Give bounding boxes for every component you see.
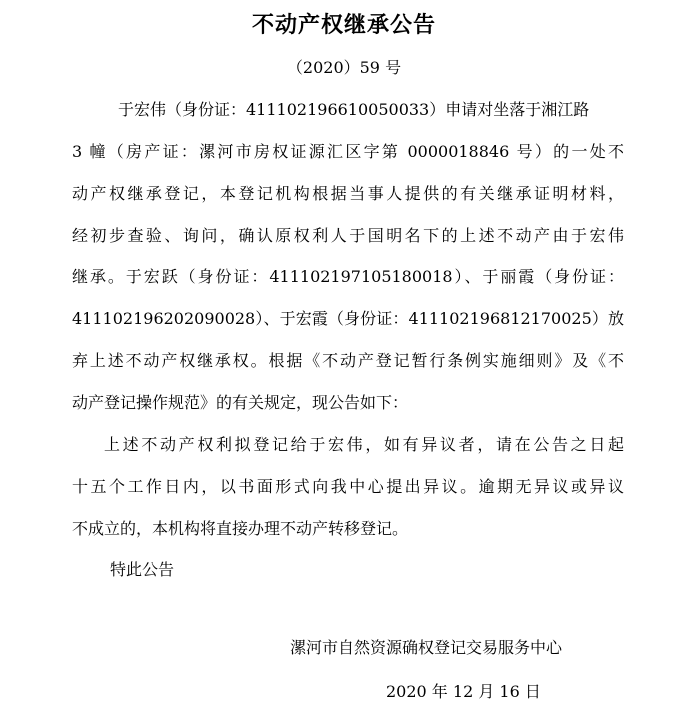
paragraph2-line-2: 十五个工作日内，以书面形式向我中心提出异议。逾期无异议或异议 xyxy=(72,477,624,496)
paragraph2-line-1: 上述不动产权利拟登记给于宏伟，如有异议者，请在公告之日起 xyxy=(104,435,624,454)
document-number: （2020）59 号 xyxy=(286,58,402,77)
paragraph1-line-1: 于宏伟（身份证：411102196610050033）申请对坐落于湘江路 xyxy=(118,100,590,119)
paragraph1-line-3: 动产权继承登记，本登记机构根据当事人提供的有关继承证明材料， xyxy=(72,184,624,203)
paragraph1-line-2: 3 幢（房产证：漯河市房权证源汇区字第 0000018846 号）的一处不 xyxy=(72,142,624,161)
paragraph1-line-6: 411102196202090028）、于宏霞（身份证：411102196812170025）放 xyxy=(72,309,624,328)
paragraph1-line-4: 经初步查验、询问，确认原权利人于国明名下的上述不动产由于宏伟 xyxy=(72,226,624,245)
closing-text: 特此公告 xyxy=(110,560,175,579)
paragraph1-line-7: 弃上述不动产权继承权。根据《不动产登记暂行条例实施细则》及《不 xyxy=(72,351,624,370)
issue-date: 2020 年 12 月 16 日 xyxy=(386,682,541,701)
issuer-name: 漯河市自然资源确权登记交易服务中心 xyxy=(290,638,563,657)
paragraph2-line-3: 不成立的，本机构将直接办理不动产转移登记。 xyxy=(72,519,409,538)
document-title: 不动产权继承公告 xyxy=(251,12,436,38)
paragraph1-line-8: 动产登记操作规范》的有关规定，现公告如下： xyxy=(72,393,409,412)
paragraph1-line-5: 继承。于宏跃（身份证：411102197105180018）、于丽霞（身份证： xyxy=(72,267,624,286)
